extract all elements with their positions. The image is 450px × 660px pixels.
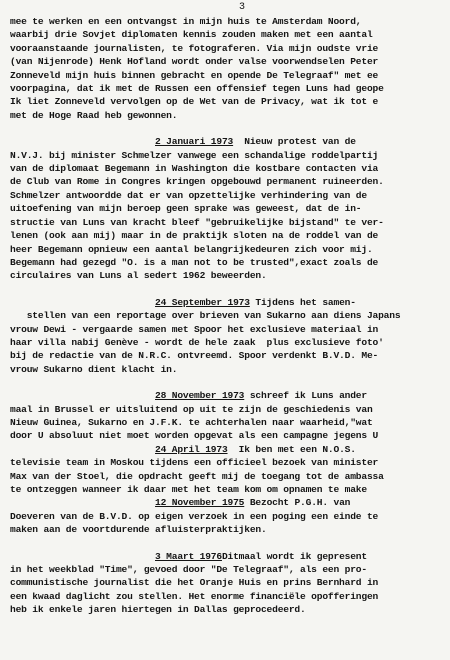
text-line [10,470,444,483]
text-segment: Schmelzer antwoordde dat er van opzettelijke verhindering van de [10,189,367,201]
text-line [10,483,444,496]
text-segment: heb ik enkele jaren hiertegen in Dallas geprocedeerd. [10,604,306,616]
text-line [10,456,444,469]
text-segment: lenen (ook aan mij) maar in de praktijk sloten na de roddel van de [10,230,379,242]
text-segment: Max van der Stoel, die opdracht geeft mij de toegang tot de ambassa [10,470,384,482]
text-segment: een kwaad daglicht zou stellen. Het enorme financiële opofferingen [10,590,379,602]
text-line [10,510,444,523]
text-line [10,15,444,28]
text-line [10,309,444,322]
paragraph [10,550,444,617]
date-heading: 12 November 1975 [155,497,245,509]
text-line [10,550,444,563]
text-line [10,403,444,416]
text-line [10,229,444,242]
text-line [10,590,444,603]
text-segment [10,444,155,455]
text-line [10,523,444,536]
text-segment: structie van Luns van kracht bleef "gebruikelijke bijstand" te ver- [10,216,384,228]
date-heading: 24 April 1973 [155,443,228,455]
text-segment: voorpagina, dat ik met de Russen een offensief tegen Luns had geope [10,83,384,95]
paragraph-gap [10,283,444,296]
text-line [10,576,444,589]
text-segment: Tijdens het samen- [249,296,356,308]
text-line [10,429,444,442]
text-line [10,109,444,122]
date-heading: 2 Januari 1973 [155,136,234,148]
text-line [10,69,444,82]
text-segment: uitoefening van mijn beroep geen sprake was geweest, dat de in- [10,203,362,215]
paragraph [10,296,444,376]
text-segment: Ik ben met een N.O.S. [227,443,356,455]
text-segment: de Club van Rome in Congres kringen opgebouwd permanent ruineerden. [10,176,384,188]
paragraph-gap [10,537,444,550]
text-line [10,189,444,202]
text-line [10,269,444,282]
page-number: 3 [238,2,245,13]
text-segment: Ditmaal wordt ik gepresent [221,550,367,562]
text-line [10,135,444,148]
text-line [10,82,444,95]
date-heading: 28 November 1973 [155,390,245,402]
text-segment: Nieuw protest van de [233,136,356,148]
paragraph [10,15,444,122]
text-segment: bij de redactie van de N.R.C. ontvreemd. Spoor verdenkt B.V.D. Me- [10,350,379,362]
text-line [10,162,444,175]
text-segment: circulaires van Luns al sedert 1962 beweerden. [10,270,267,282]
paragraph-gap [10,376,444,389]
text-segment: van de diplomaat Begemann in Washington die kostbare contacten via [10,163,379,175]
text-line [10,55,444,68]
text-segment: heer Begemann opnieuw een aantal belangrijkedeuren zich voor mij. [10,243,373,255]
text-segment [10,136,155,147]
text-line [10,296,444,309]
text-segment: schreef ik Luns ander [244,390,367,402]
text-segment: door U absoluut niet moet worden opgevat als een campagne jegens U [10,430,379,442]
text-line [10,443,444,456]
paragraph [10,389,444,536]
text-segment: mee te werken en een ontvangst in mijn huis te Amsterdam Noord, [10,16,362,27]
text-line [10,323,444,336]
text-line [10,95,444,108]
text-line [10,416,444,429]
text-line [10,563,444,576]
text-line [10,349,444,362]
text-segment: (van Nijenrode) Henk Hofland wordt onder valse voorwendselen Peter [10,56,379,68]
text-segment: Ik liet Zonneveld vervolgen op de Wet van de Privacy, wat ik tot e [10,96,379,108]
text-line [10,202,444,215]
text-segment: communistische journalist die het Oranje Huis en prins Bernhard in [10,577,379,589]
text-segment: Doeveren van de B.V.D. op eigen verzoek in een poging een einde te [10,510,379,522]
text-segment: N.V.J. bij minister Schmelzer vanwege een schandalige roddelpartij [10,149,379,161]
text-line [10,28,444,41]
text-line [10,603,444,616]
text-segment: Bezocht P.G.H. van [244,497,351,509]
text-segment [10,497,155,508]
text-segment: televisie team in Moskou tijdens een officieel bezoek van minister [10,457,379,469]
text-segment: vooraanstaande journalisten, te fotograferen. Via mijn oudste vrie [10,42,379,54]
text-segment: Zonneveld mijn huis binnen gebracht en opende De Telegraaf" met ee [10,69,379,81]
text-segment: haar villa nabij Genève - wordt de hele zaak plus exclusieve foto' [10,336,384,348]
text-segment [10,551,155,562]
text-line [10,256,444,269]
document-body [10,15,444,617]
text-line [10,149,444,162]
paragraph-gap [10,122,444,135]
text-segment: in het weekblad "Time", gevoed door "De Telegraaf", als een pro- [10,564,367,576]
text-segment: Nieuw Guinea, Sukarno en J.F.K. te achterhalen naar waarheid,"wat [10,416,373,428]
text-segment [10,297,155,308]
text-segment: te ontzeggen wanneer ik daar met het team kom om opnamen te make [10,484,367,495]
text-segment: met de Hoge Raad heb gewonnen. [10,109,178,121]
text-line [10,496,444,509]
text-line [10,389,444,402]
text-line [10,42,444,55]
date-heading: 3 Maart 1976 [155,550,222,562]
text-line [10,336,444,349]
text-segment [10,390,155,401]
text-segment: vrouw Dewi - vergaarde samen met Spoor het exclusieve materiaal in [10,323,379,335]
text-segment: vrouw Sukarno dient klacht in. [10,363,178,375]
text-segment: maal in Brussel er uitsluitend op uit te zijn de geschiedenis van [10,403,373,415]
text-line [10,216,444,229]
text-segment: Begemann had gezegd "O. is a man not to be trusted",exact zoals de [10,256,379,268]
text-segment: waarbij drie Sovjet diplomaten kennis zouden maken met een aantal [10,29,373,41]
text-line [10,363,444,376]
text-segment: maken aan de voortdurende afluisterpraktijken. [10,524,267,536]
text-line [10,243,444,256]
paragraph [10,135,444,282]
text-line [10,175,444,188]
date-heading: 24 September 1973 [155,296,250,308]
text-segment: stellen van een reportage over brieven van Sukarno aan diens Japans [10,310,401,322]
